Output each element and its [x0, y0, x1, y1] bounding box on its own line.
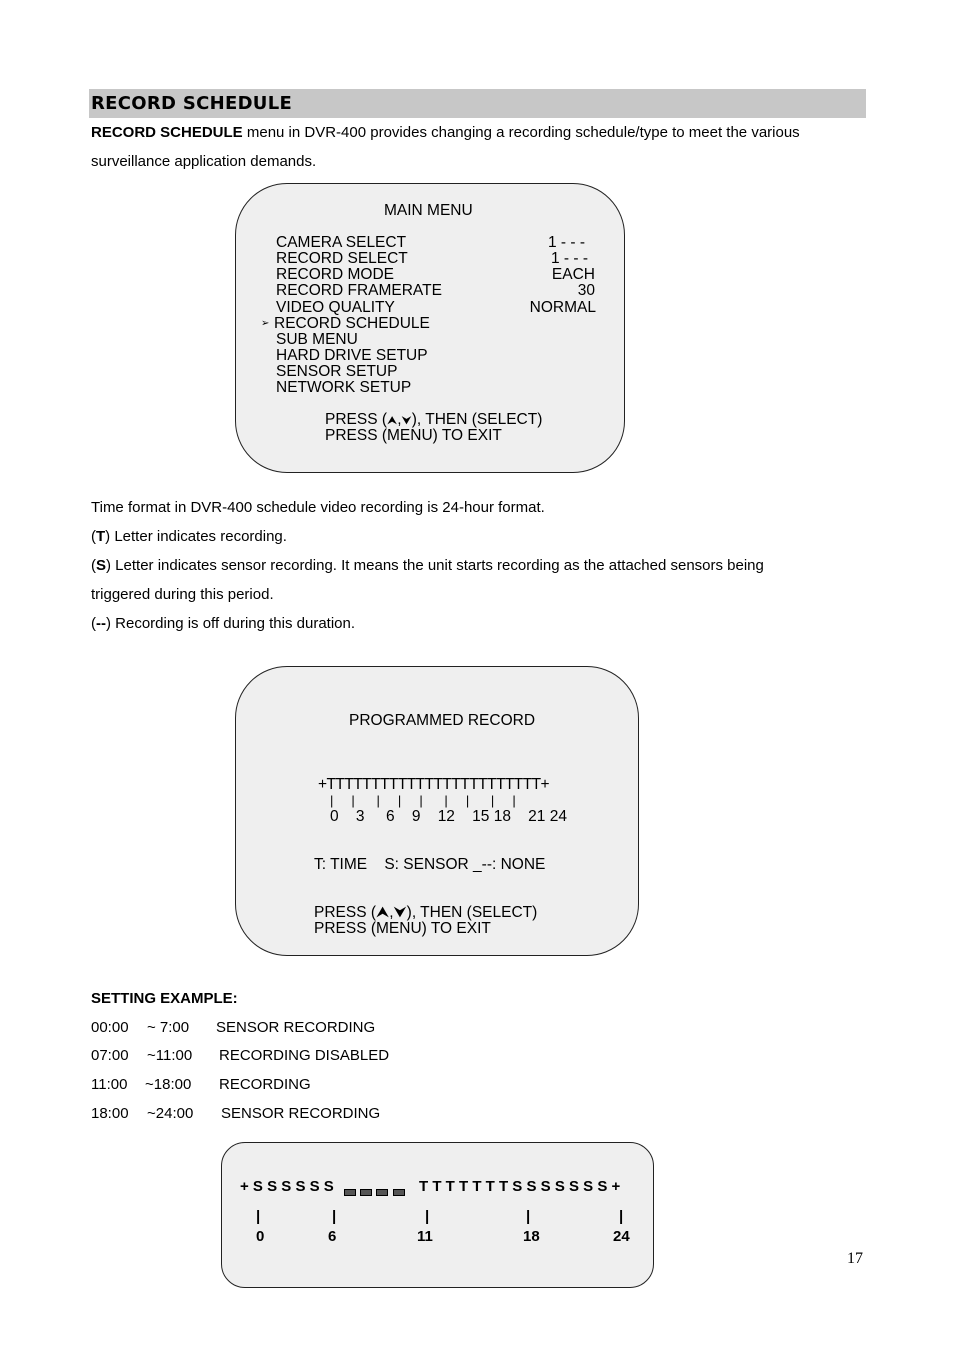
hint-comma: , — [397, 411, 402, 428]
timeline-tick: | — [425, 1208, 430, 1225]
menu-value-record-mode: EACH — [551, 266, 595, 283]
timeline-tick: | — [256, 1208, 261, 1225]
timeline-label-24: 24 — [613, 1228, 630, 1245]
example-row-1-end: ~ 7:00 — [147, 1019, 190, 1036]
time-format-note: Time format in DVR-400 schedule video recording is 24-hour format. — [91, 499, 545, 516]
example-row-2-start: 07:00 — [91, 1047, 129, 1064]
hint-text-b: ), THEN (SELECT) — [411, 411, 543, 428]
menu-item-camera-select: CAMERA SELECT — [276, 234, 407, 251]
menu-item-video-quality: VIDEO QUALITY — [276, 299, 395, 316]
main-menu-hint-2: PRESS (MENU) TO EXIT — [325, 427, 502, 444]
schedule-ticks: | | | | | | | | | — [330, 793, 516, 808]
hint-text-a: PRESS ( — [325, 411, 388, 428]
example-row-2-desc: RECORDING DISABLED — [219, 1047, 390, 1064]
section-title: RECORD SCHEDULE — [91, 93, 293, 114]
menu-item-record-schedule: RECORD SCHEDULE — [274, 315, 430, 332]
example-row-4-desc: SENSOR RECORDING — [221, 1105, 381, 1122]
example-row-4-end: ~24:00 — [147, 1105, 194, 1122]
t-rest: ) Letter indicates recording. — [105, 528, 287, 545]
setting-example-title: SETTING EXAMPLE: — [91, 990, 238, 1007]
example-row-1-start: 00:00 — [91, 1019, 129, 1036]
off-letter: -- — [96, 615, 106, 632]
menu-item-sub-menu: SUB MENU — [276, 331, 358, 348]
schedule-bar: +TTTTTTTTTTTTTTTTTTTTTTTT+ — [318, 776, 550, 793]
menu-item-record-select: RECORD SELECT — [276, 250, 408, 267]
example-row-2-end: ~11:00 — [147, 1047, 193, 1064]
menu-item-hard-drive-setup: HARD DRIVE SETUP — [276, 347, 428, 364]
menu-value-camera-select: 1 - - - — [547, 234, 585, 251]
schedule-hours: 0 3 6 9 12 15 18 21 24 — [330, 808, 567, 825]
main-menu-hint-1 — [325, 412, 542, 428]
timeline-label-0: 0 — [256, 1228, 265, 1245]
example-row-3-start: 11:00 — [91, 1076, 128, 1093]
s-letter: S — [96, 557, 107, 574]
t-open: ( — [91, 528, 96, 545]
schedule-legend: T: TIME S: SENSOR _--: NONE — [314, 856, 546, 873]
up-arrow-icon: ⮝ — [387, 413, 398, 427]
programmed-hint-2: PRESS (MENU) TO EXIT — [314, 920, 491, 937]
menu-value-record-framerate: 30 — [577, 282, 595, 299]
timeline-tick: | — [526, 1208, 531, 1225]
example-row-4-start: 18:00 — [91, 1105, 129, 1122]
off-rest: ) Recording is off during this duration. — [106, 615, 356, 632]
example-row-3-end: ~18:00 — [145, 1076, 192, 1093]
timeline-label-6: 6 — [328, 1228, 337, 1245]
s-rest: ) Letter indicates sensor recording. It means the unit starts recording as the attached sensors being — [106, 557, 764, 574]
timeline-end: T T T T T T T S S S S S S S + — [419, 1178, 621, 1195]
menu-item-network-setup: NETWORK SETUP — [276, 379, 412, 396]
timeline-label-18: 18 — [523, 1228, 540, 1245]
s-letter-note-2: triggered during this period. — [91, 586, 274, 603]
menu-value-video-quality: NORMAL — [529, 299, 596, 316]
page-number: 17 — [847, 1250, 863, 1267]
off-open: ( — [91, 615, 96, 632]
timeline-label-11: 11 — [417, 1228, 433, 1245]
programmed-hint-1: PRESS (⮝,⮟), THEN (SELECT) — [314, 904, 538, 921]
intro-line-1 — [91, 124, 800, 141]
down-arrow-icon: ⮟ — [401, 413, 412, 427]
menu-item-record-mode: RECORD MODE — [276, 266, 394, 283]
example-timeline-screen — [221, 1142, 654, 1288]
s-letter-note — [91, 557, 764, 574]
t-letter: T — [96, 528, 106, 545]
timeline-start: + S S S S S S — [240, 1178, 334, 1195]
menu-item-record-framerate: RECORD FRAMERATE — [276, 282, 442, 299]
off-note — [91, 615, 355, 632]
main-menu-title: MAIN MENU — [384, 202, 473, 219]
timeline-tick: | — [332, 1208, 337, 1225]
intro-rest: menu in DVR-400 provides changing a recording schedule/type to meet the various — [242, 124, 800, 141]
example-row-1-desc: SENSOR RECORDING — [216, 1019, 376, 1036]
intro-line-2: surveillance application demands. — [91, 153, 317, 170]
programmed-record-title: PROGRAMMED RECORD — [349, 712, 536, 729]
timeline-tick: | — [619, 1208, 624, 1225]
menu-value-record-select: 1 - - - — [550, 250, 588, 267]
off-block-icon — [360, 1189, 372, 1196]
intro-bold: RECORD SCHEDULE — [91, 124, 243, 141]
example-row-3-desc: RECORDING — [219, 1076, 311, 1093]
off-block-icon — [393, 1189, 405, 1196]
off-block-icon — [376, 1189, 388, 1196]
off-block-icon — [344, 1189, 356, 1196]
s-open: ( — [91, 557, 96, 574]
t-letter-note — [91, 528, 287, 545]
timeline-off-segment — [344, 1183, 405, 1200]
menu-item-sensor-setup: SENSOR SETUP — [276, 363, 398, 380]
menu-pointer-icon: ➢ — [261, 318, 270, 329]
